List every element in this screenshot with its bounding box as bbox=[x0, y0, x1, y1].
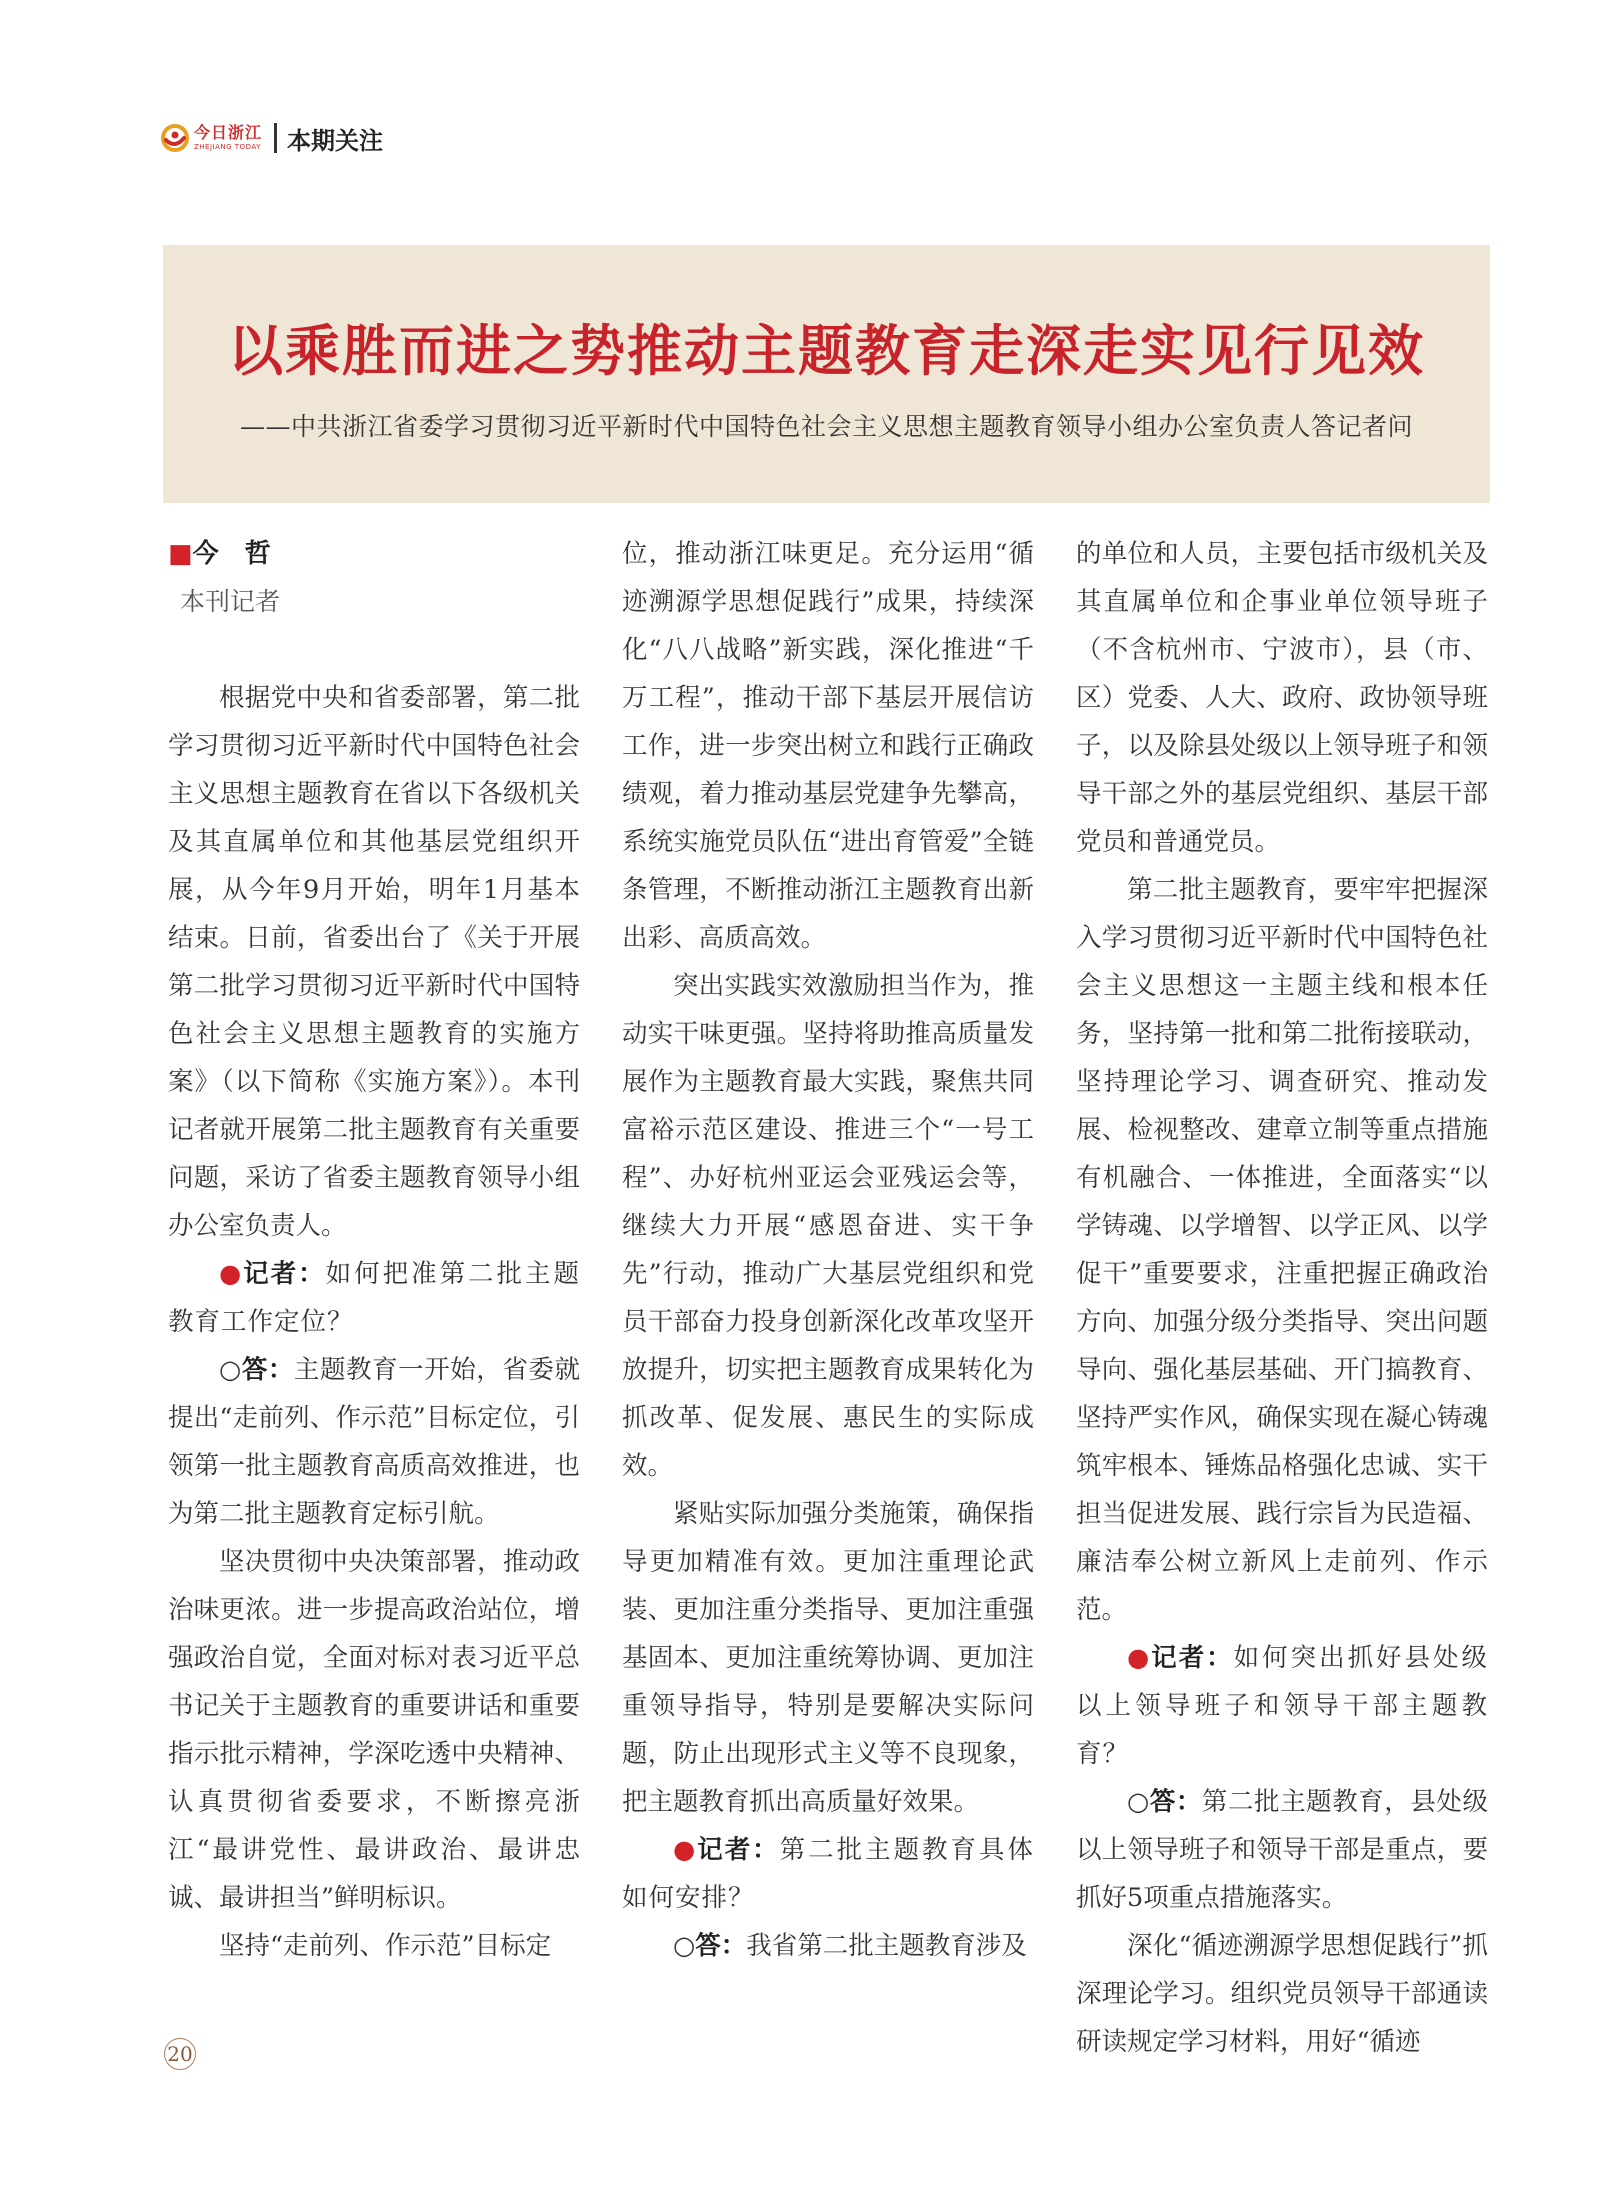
question-text: 如何把准第二批主题教育工作定位？ bbox=[168, 1259, 580, 1337]
answer-label: 答： bbox=[241, 1355, 294, 1385]
question-bullet: ● bbox=[1127, 1643, 1152, 1673]
answer-bullet: ○ bbox=[1127, 1787, 1150, 1817]
magazine-logo bbox=[160, 123, 262, 153]
question-label: 记者： bbox=[243, 1259, 326, 1289]
answer-label: 答： bbox=[1149, 1787, 1202, 1817]
body-paragraph: 坚决贯彻中央决策部署，推动政治味更浓。进一步提高政治站位，增强政治自觉，全面对标对表习近平总书记关于主题教育的重要讲话和重要指示批示精神，学深吃透中央精神、认真贯彻省委要求，不断擦亮浙江“最讲党性、最讲政治、最讲忠诚、最讲担当”鲜明标识。 bbox=[168, 1547, 580, 1913]
body-paragraph: 紧贴实际加强分类施策，确保指导更加精准有效。更加注重理论武装、更加注重分类指导、更加注重强基固本、更加注重统筹协调、更加注重领导指导，特别是要解决实际问题，防止出现形式主义等不良现象，把主题教育抓出高质量好效果。 bbox=[622, 1499, 1034, 1817]
article-title: 以乘胜而进之势推动主题教育走深走实见行见效 bbox=[227, 318, 1425, 383]
question-text: 如何突出抓好县处级以上领导班子和领导干部主题教育？ bbox=[1076, 1643, 1488, 1769]
question-label: 记者： bbox=[697, 1835, 780, 1865]
answer-1 bbox=[168, 1346, 580, 1538]
author-role: 本刊记者 bbox=[180, 587, 281, 616]
answer-bullet: ○ bbox=[219, 1355, 242, 1385]
question-bullet: ● bbox=[219, 1259, 244, 1289]
question-bullet: ● bbox=[673, 1835, 698, 1865]
body-paragraph: 第二批主题教育，要牢牢把握深入学习贯彻习近平新时代中国特色社会主义思想这一主题主线和根本任务，坚持第一批和第二批衔接联动，坚持理论学习、调查研究、推动发展、检视整改、建章立制等重点措施有机融合、一体推进，全面落实“以学铸魂、以学增智、以学正风、以学促干”重要要求，注重把握正确政治方向、加强分级分类指导、突出问题导向、强化基层基础、开门搞教育、坚持严实作风，确保实现在凝心铸魂筑牢根本、锤炼品格强化忠诚、实干担当促进发展、践行宗旨为民造福、廉洁奉公树立新风上走前列、作示范。 bbox=[1076, 875, 1488, 1625]
answer-bullet: ○ bbox=[673, 1931, 696, 1961]
title-banner bbox=[163, 245, 1490, 503]
article-subtitle: ——中共浙江省委学习贯彻习近平新时代中国特色社会主义思想主题教育领导小组办公室负责人答记者问 bbox=[239, 412, 1413, 441]
text-column-2 bbox=[622, 530, 1034, 1970]
answer-3 bbox=[1076, 1778, 1488, 1922]
answer-text: 第二批主题教育，县处级以上领导班子和领导干部是重点，要抓好5项重点措施落实。 bbox=[1076, 1787, 1488, 1913]
page-header bbox=[160, 118, 383, 158]
answer-label: 答： bbox=[695, 1931, 747, 1961]
logo-chinese-text: 今日浙江 bbox=[194, 123, 263, 142]
author-marker: ■ bbox=[168, 539, 193, 569]
question-2 bbox=[622, 1826, 1034, 1922]
question-label: 记者： bbox=[1151, 1643, 1234, 1673]
section-name: 本期关注 bbox=[287, 126, 384, 155]
intro-paragraph: 根据党中央和省委部署，第二批学习贯彻习近平新时代中国特色社会主义思想主题教育在省以下各级机关及其直属单位和其他基层党组织开展，从今年9月开始，明年1月基本结束。日前，省委出台了《关于开展第二批学习贯彻习近平新时代中国特色社会主义思想主题教育的实施方案》（以下简称《实施方案》）。本刊记者就开展第二批主题教育有关重要问题，采访了省委主题教育领导小组办公室负责人。 bbox=[168, 683, 580, 1241]
logo-english-text: ZHEJIANG TODAY bbox=[194, 143, 261, 151]
author-name: 今 哲 bbox=[192, 539, 271, 569]
answer-2 bbox=[622, 1922, 1034, 1970]
body-paragraph: 突出实践实效激励担当作为，推动实干味更强。坚持将助推高质量发展作为主题教育最大实践，聚焦共同富裕示范区建设、推进三个“一号工程”、办好杭州亚运会亚残运会等，继续大力开展“感恩奋进、实干争先”行动，推动广大基层党组织和党员干部奋力投身创新深化改革攻坚开放提升，切实把主题教育成果转化为抓改革、促发展、惠民生的实际成效。 bbox=[622, 971, 1034, 1481]
answer-text: 我省第二批主题教育涉及 bbox=[746, 1931, 1027, 1961]
answer-text: 主题教育一开始，省委就提出“走前列、作示范”目标定位，引领第一批主题教育高质高效推进，也为第二批主题教育定标引航。 bbox=[168, 1355, 580, 1529]
author-byline bbox=[168, 530, 580, 578]
question-1 bbox=[168, 1250, 580, 1346]
body-paragraph-continued: 的单位和人员，主要包括市级机关及其直属单位和企事业单位领导班子（不含杭州市、宁波市），县（市、区）党委、人大、政府、政协领导班子，以及除县处级以上领导班子和领导干部之外的基层党组织、基层干部党员和普通党员。 bbox=[1076, 539, 1488, 857]
text-column-3 bbox=[1076, 530, 1488, 2066]
question-text: 第二批主题教育具体如何安排？ bbox=[622, 1835, 1034, 1913]
page-number: 20 bbox=[164, 2038, 196, 2070]
text-column-1 bbox=[168, 530, 580, 1970]
body-paragraph: 坚持“走前列、作示范”目标定 bbox=[219, 1931, 552, 1961]
body-paragraph: 深化“循迹溯源学思想促践行”抓深理论学习。组织党员领导干部通读研读规定学习材料，用好“循迹 bbox=[1076, 1931, 1488, 2057]
body-paragraph-continued: 位，推动浙江味更足。充分运用“循迹溯源学思想促践行”成果，持续深化“八八战略”新实践，深化推进“千万工程”，推动干部下基层开展信访工作，进一步突出树立和践行正确政绩观，着力推动基层党建争先攀高，系统实施党员队伍“进出育管爱”全链条管理，不断推动浙江主题教育出新出彩、高质高效。 bbox=[622, 539, 1034, 953]
header-divider bbox=[274, 123, 277, 153]
logo-swirl-icon bbox=[160, 123, 190, 153]
question-3 bbox=[1076, 1634, 1488, 1778]
